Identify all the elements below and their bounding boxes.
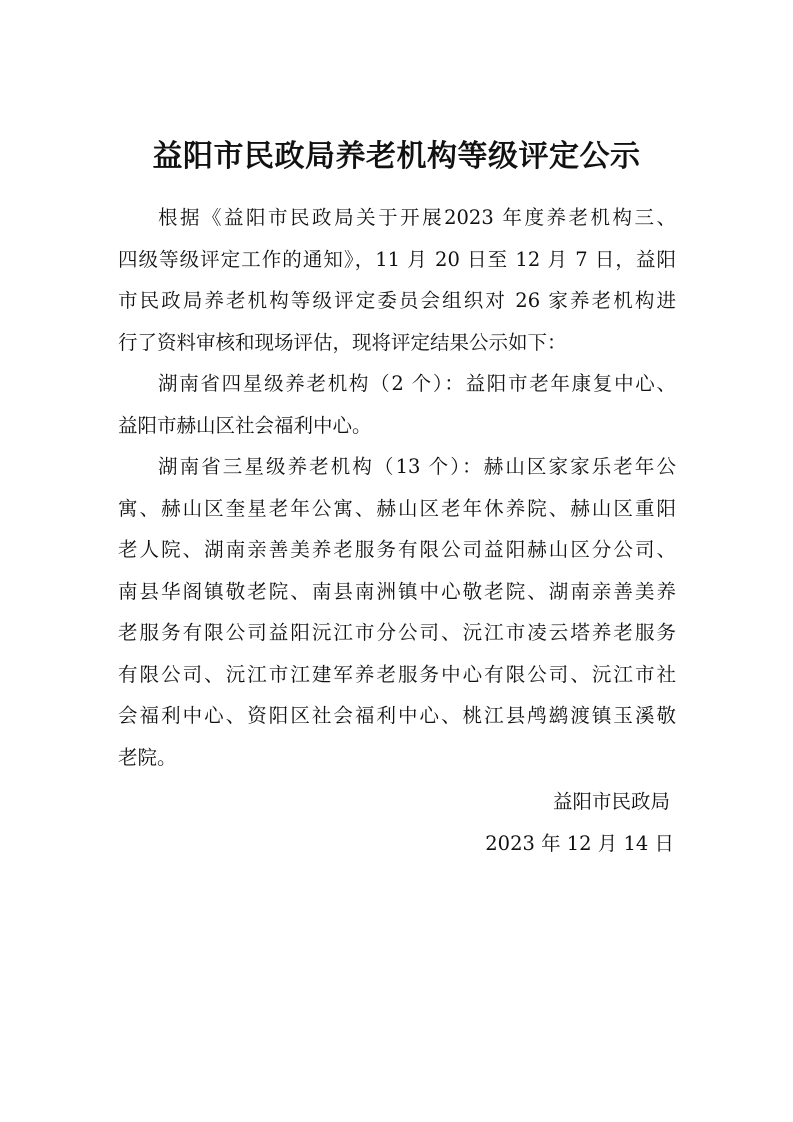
issue-date: 2023 年 12 月 14 日 (485, 831, 674, 855)
document-body (118, 197, 676, 864)
paragraph-notice-intro (118, 197, 676, 363)
body-line: 老院。 (118, 745, 177, 769)
body-line: 湖南省三星级养老机构（13 个）：赫山区家家乐老年公 (158, 455, 676, 478)
body-line: 有限公司、沅江市江建军养老服务中心有限公司、沅江市社 (118, 662, 676, 686)
body-line: 市民政局养老机构等级评定委员会组织对 26 家养老机构进 (118, 289, 676, 312)
body-line: 根据《益阳市民政局关于开展2023 年度养老机构三、 (158, 206, 676, 229)
body-line: 益阳市赫山区社会福利中心。 (118, 413, 372, 437)
body-line: 行了资料审核和现场评估，现将评定结果公示如下： (118, 330, 567, 354)
body-line: 会福利中心、资阳区社会福利中心、桃江县鸬鹚渡镇玉溪敬 (118, 704, 676, 727)
body-line: 南县华阁镇敬老院、南县南洲镇中心敬老院、湖南亲善美养 (118, 579, 676, 603)
paragraph-three-star (118, 446, 676, 778)
paragraph-four-star (118, 363, 676, 446)
body-line: 寓、赫山区奎星老年公寓、赫山区老年休养院、赫山区重阳 (118, 496, 676, 520)
body-line: 老人院、湖南亲善美养老服务有限公司益阳赫山区分公司、 (118, 538, 676, 561)
body-line: 老服务有限公司益阳沅江市分公司、沅江市凌云塔养老服务 (118, 621, 676, 644)
document-title: 益阳市民政局养老机构等级评定公示 (152, 139, 641, 174)
body-line: 湖南省四星级养老机构（2 个）：益阳市老年康复中心、 (158, 372, 676, 395)
body-line: 四级等级评定工作的通知》，11 月 20 日至 12 月 7 日，益阳 (118, 247, 676, 271)
issuing-organization: 益阳市民政局 (552, 790, 670, 813)
signature-block (118, 781, 676, 864)
